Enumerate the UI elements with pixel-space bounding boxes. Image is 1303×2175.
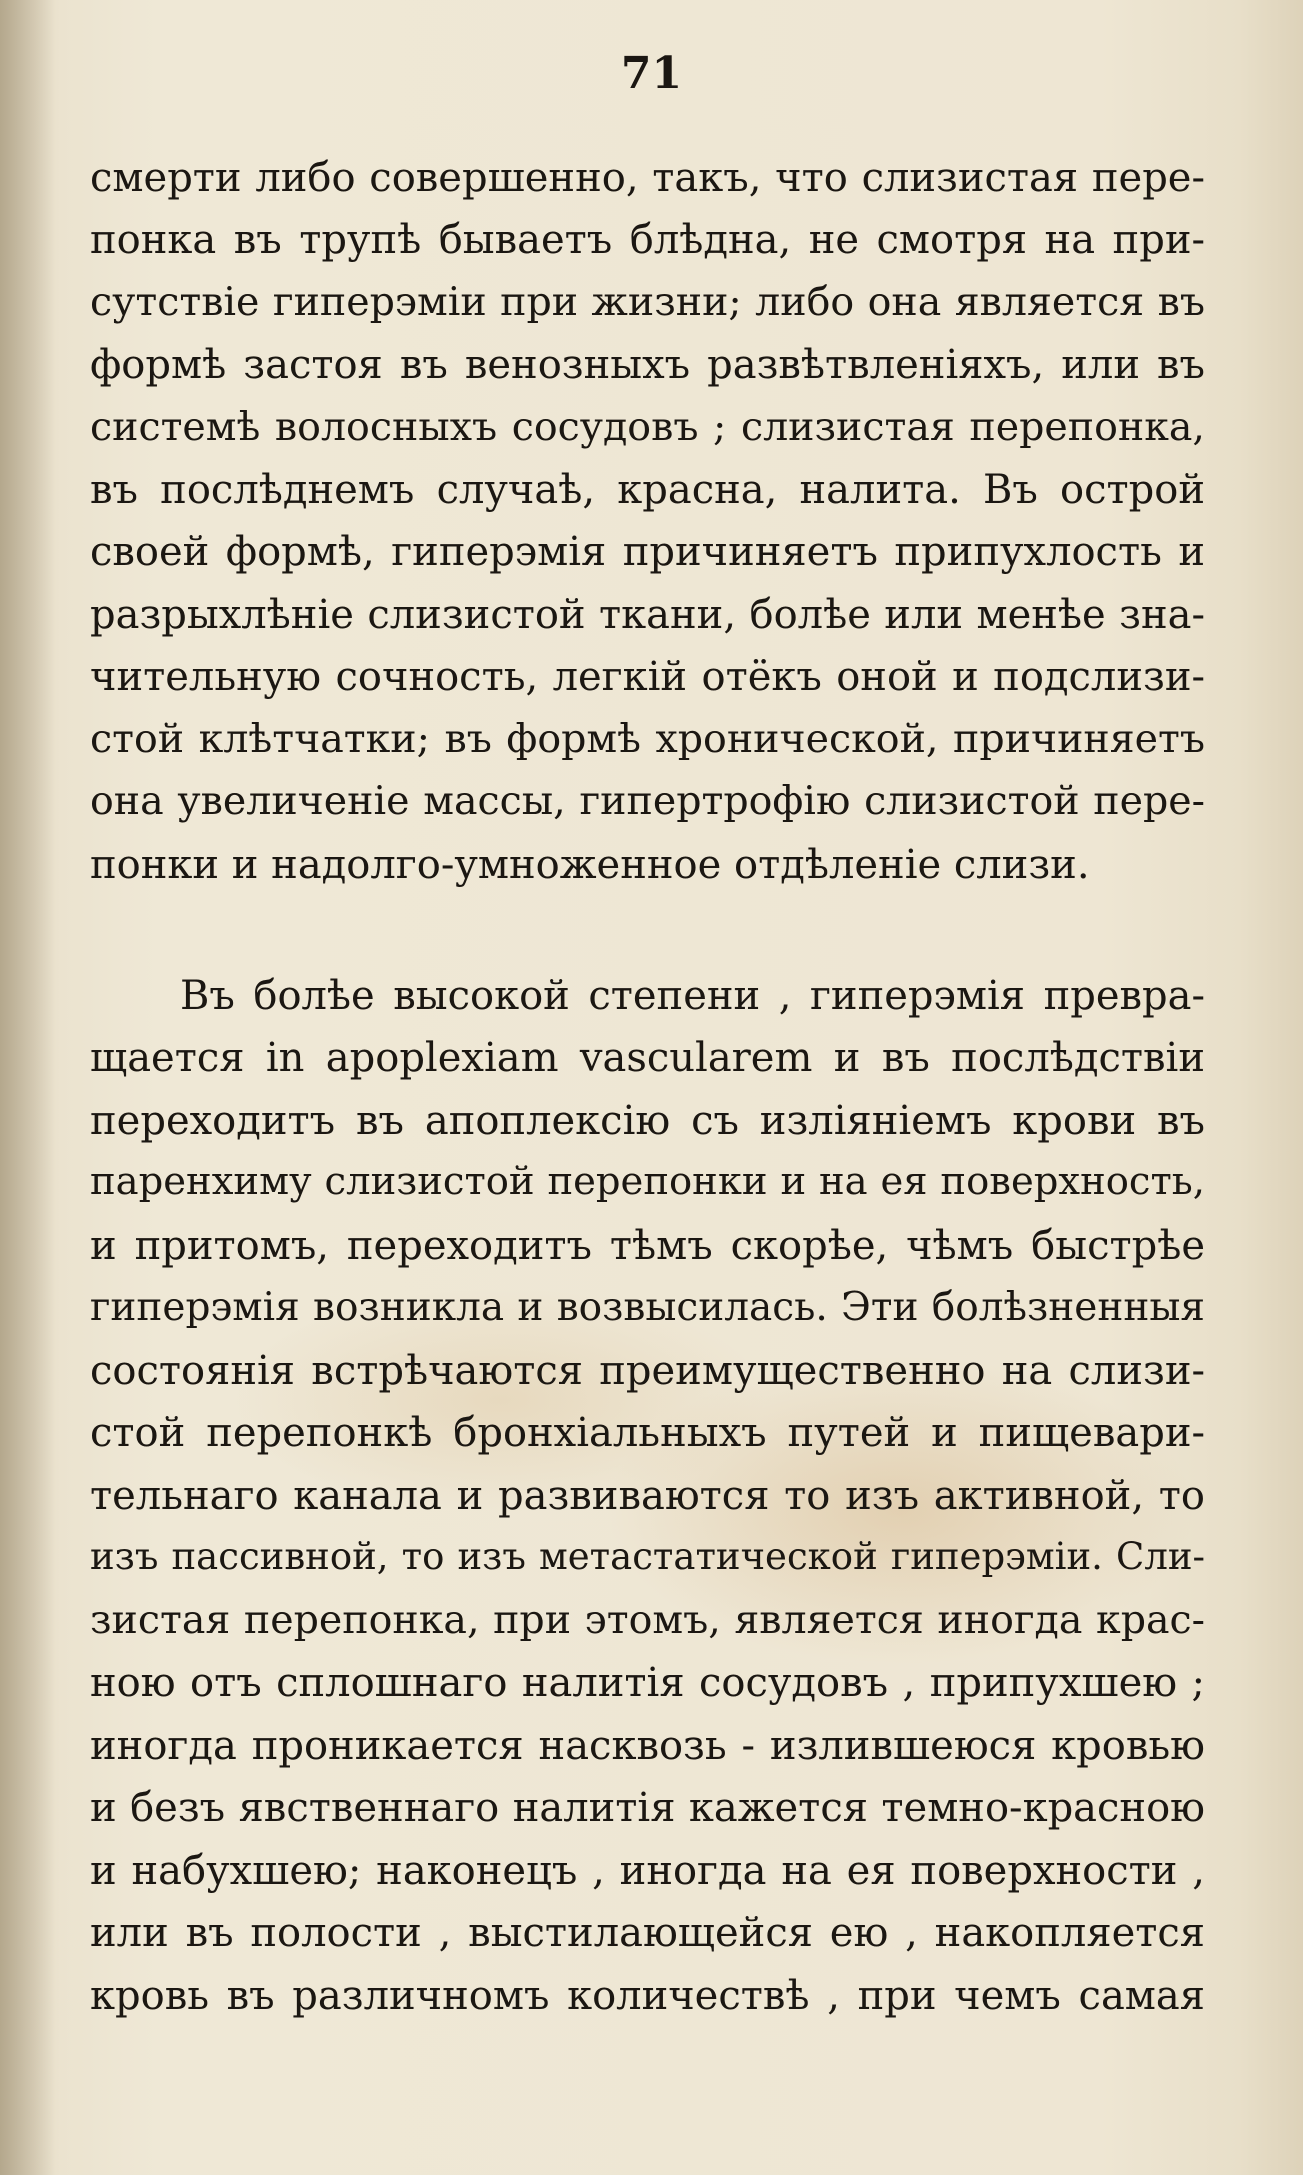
text-line: стой клѣтчатки; въ формѣ хронической, причиняетъ xyxy=(90,716,1205,762)
text-line: въ послѣднемъ случаѣ, красна, налита. Въ острой xyxy=(90,467,1205,513)
text-line: Въ болѣе высокой степени , гиперэмія превра- xyxy=(180,973,1205,1019)
text-line: иногда проникается насквозь - излившеюся кровью xyxy=(90,1723,1205,1769)
text-line: сутствіе гиперэміи при жизни; либо она является въ xyxy=(90,279,1205,325)
text-line: гиперэмія возникла и возвысилась. Эти болѣзненныя xyxy=(90,1285,1205,1330)
text-line: формѣ застоя въ венозныхъ развѣтвленіяхъ, или въ xyxy=(90,342,1205,388)
text-line: изъ пассивной, то изъ метастатической гиперэміи. Сли- xyxy=(90,1535,1205,1578)
text-line: ною отъ сплошнаго налитія сосудовъ , припухшею ; xyxy=(90,1660,1205,1706)
text-line: и набухшею; наконецъ , иногда на ея поверхности , xyxy=(90,1848,1205,1894)
text-line: она увеличеніе массы, гипертрофію слизистой пере- xyxy=(90,778,1205,824)
text-line: системѣ волосныхъ сосудовъ ; слизистая перепонка, xyxy=(90,404,1205,450)
page-number: 71 xyxy=(620,48,683,99)
text-line: понка въ трупѣ бываетъ блѣдна, не смотря на при- xyxy=(90,217,1205,263)
text-line: тельнаго канала и развиваются то изъ активной, то xyxy=(90,1473,1205,1519)
text-line: стой перепонкѣ бронхіальныхъ путей и пищевари- xyxy=(90,1410,1205,1456)
text-line: паренхиму слизистой перепонки и на ея поверхность, xyxy=(90,1159,1205,1204)
text-line: своей формѣ, гиперэмія причиняетъ припухлость и xyxy=(90,529,1205,575)
text-line: переходитъ въ апоплексію съ изліяніемъ крови въ xyxy=(90,1098,1205,1144)
text-line: состоянія встрѣчаются преимущественно на слизи- xyxy=(90,1348,1205,1394)
text-line: зистая перепонка, при этомъ, является иногда крас- xyxy=(90,1597,1205,1643)
text-line: и безъ явственнаго налитія кажется темно-красною xyxy=(90,1785,1205,1831)
text-line: понки и надолго-умноженное отдѣленіе слизи. xyxy=(90,842,1090,888)
text-line: смерти либо совершенно, такъ, что слизистая пере- xyxy=(90,155,1205,201)
binding-shadow xyxy=(0,0,55,2175)
text-line: или въ полости , выстилающейся ею , накопляется xyxy=(90,1910,1205,1956)
text-line: щается in apoplexiam vascularem и въ послѣдствіи xyxy=(90,1035,1205,1081)
text-line: чительную сочность, легкій отёкъ оной и подслизи- xyxy=(90,654,1205,700)
text-line: кровь въ различномъ количествѣ , при чемъ самая xyxy=(90,1973,1205,2019)
text-line: разрыхлѣніе слизистой ткани, болѣе или менѣе зна- xyxy=(90,592,1205,638)
text-line: и притомъ, переходитъ тѣмъ скорѣе, чѣмъ быстрѣе xyxy=(90,1223,1205,1269)
